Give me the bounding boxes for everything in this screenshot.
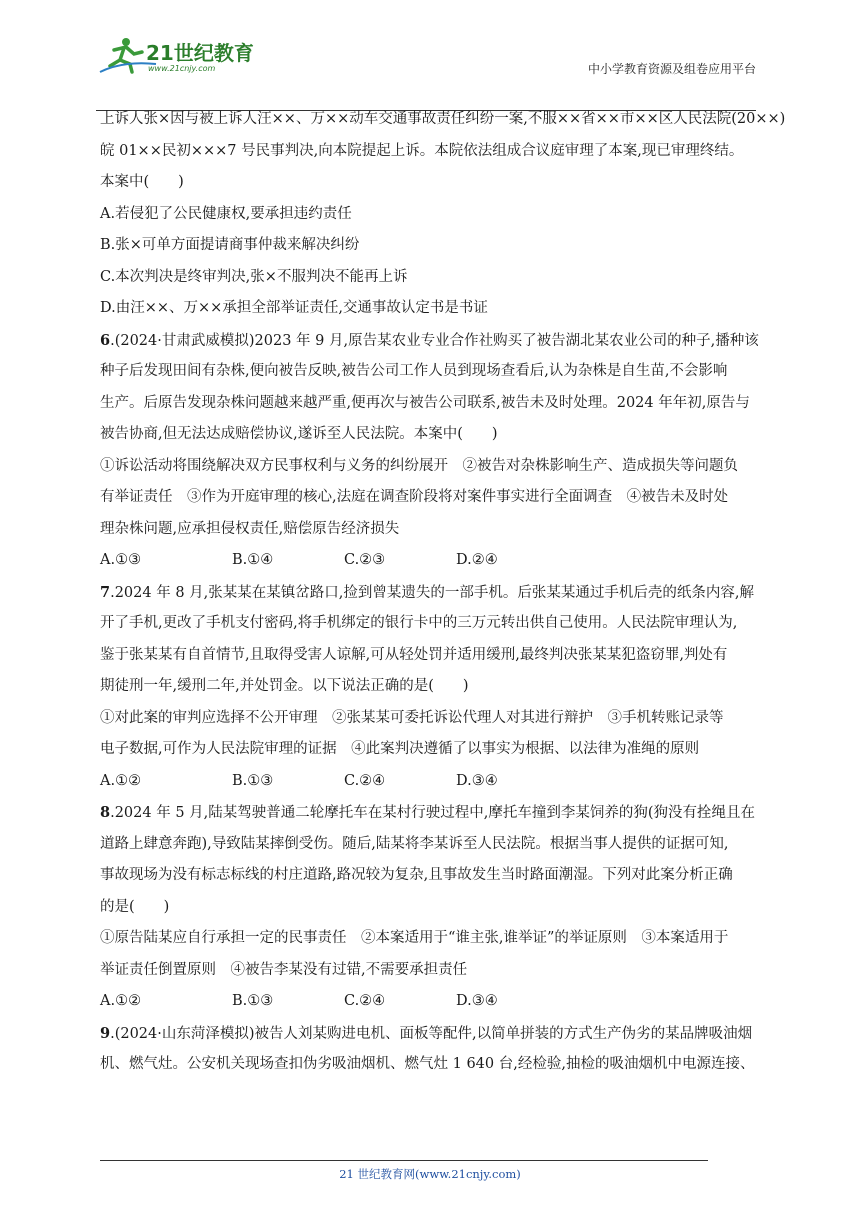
statement-line: 有举证责任 ③作为开庭审理的核心,法庭在调查阶段将对案件事实进行全面调查 ④被告未及时处: [100, 489, 729, 505]
page-header: [96, 34, 756, 78]
platform-name: 中小学教育资源及组卷应用平台: [587, 62, 756, 76]
statement-line: ①诉讼活动将围绕解决双方民事权利与义务的纠纷展开 ②被告对杂株影响生产、造成损失等问题负: [100, 457, 738, 474]
question-9-line: [100, 1018, 762, 1050]
question-content: [100, 104, 786, 1081]
option-c: C.本次判决是终审判决,张×不服判决不能再上诉: [100, 268, 408, 285]
question-6-line: 生产。后原告发现杂株问题越来越严重,便再次与被告公司联系,被告未及时处理。2024 年年初,原告与: [100, 394, 750, 411]
question-8-line: 的是( ): [100, 898, 170, 915]
answer-choices: [100, 986, 762, 1018]
site-logo[interactable]: [96, 34, 266, 78]
logo-url: www.21cnjy.com: [148, 64, 216, 73]
choice-a: A.①②: [100, 993, 142, 1009]
choice-d: D.②④: [456, 552, 498, 568]
question-6-line: [100, 325, 762, 357]
question-8-line: 道路上肆意奔跑),导致陆某摔倒受伤。随后,陆某将李某诉至人民法院。根据当事人提供的证据可知,: [100, 835, 729, 852]
choice-a: A.①②: [100, 772, 142, 789]
statement-line: 理杂株问题,应承担侵权责任,赔偿原告经济损失: [100, 520, 400, 537]
question-text: .2024 年 8 月,张某某在某镇岔路口,捡到曾某遗失的一部手机。后张某某通过手机后壳的纸条内容,解: [110, 584, 754, 601]
question-text: .(2024·甘肃武威模拟)2023 年 9 月,原告某农业专业合作社购买了被告湖北某农业公司的种子,播种该: [110, 332, 759, 349]
option-d: D.由汪××、万××承担全部举证责任,交通事故认定书是书证: [100, 300, 488, 316]
footer-divider: [100, 1160, 708, 1161]
statement-line: ①对此案的审判应选择不公开审理 ②张某某可委托诉讼代理人对其进行辩护 ③手机转账记录等: [100, 709, 724, 726]
question-text: .2024 年 5 月,陆某驾驶普通二轮摩托车在某村行驶过程中,摩托车撞到李某饲养的狗(狗没有拴绳且在: [110, 805, 756, 821]
question-8-line: 事故现场为没有标志标线的村庄道路,路况较为复杂,且事故发生当时路面潮湿。下列对此案分析正确: [100, 867, 733, 883]
choice-b: B.①④: [232, 552, 274, 568]
statement-line: 电子数据,可作为人民法院审理的证据 ④此案判决遵循了以事实为根据、以法律为准绳的原则: [100, 741, 700, 757]
choice-c: C.②④: [344, 993, 386, 1009]
footer-link[interactable]: 21 世纪教育网(www.21cnjy.com): [339, 1167, 521, 1181]
intro-stem: 本案中( ): [100, 174, 184, 190]
question-number: 7: [100, 583, 111, 601]
question-6-line: 种子后发现田间有杂株,便向被告反映,被告公司工作人员到现场查看后,认为杂株是自生苗,不会影响: [100, 363, 728, 379]
choice-b: B.①③: [232, 993, 274, 1009]
question-8-line: [100, 797, 762, 829]
answer-choices: [100, 766, 762, 798]
question-number: 9: [100, 1024, 111, 1042]
question-6-line: 被告协商,但无法达成赔偿协议,遂诉至人民法院。本案中( ): [100, 426, 498, 442]
statement-line: ①原告陆某应自行承担一定的民事责任 ②本案适用于“谁主张,谁举证”的举证原则 ③本案适用于: [100, 930, 729, 946]
choice-a: A.①③: [100, 552, 142, 568]
statement-line: 举证责任倒置原则 ④被告李某没有过错,不需要承担责任: [100, 961, 468, 978]
question-7-line: 开了手机,更改了手机支付密码,将手机绑定的银行卡中的三万元转出供自己使用。人民法院审理认为,: [100, 615, 738, 631]
intro-line: 皖 01××民初×××7 号民事判决,向本院提起上诉。本院依法组成合议庭审理了本案,现已审理终结。: [100, 142, 744, 159]
option-b: B.张×可单方面提请商事仲裁来解决纠纷: [100, 237, 360, 253]
question-7-line: 期徒刑一年,缓刑二年,并处罚金。以下说法正确的是( ): [100, 678, 469, 694]
question-7-line: 鉴于张某某有自首情节,且取得受害人谅解,可从轻处罚并适用缓刑,最终判决张某某犯盗窃罪,判处有: [100, 646, 728, 663]
question-9-line: 机、燃气灶。公安机关现场查扣伪劣吸油烟机、燃气灶 1 640 台,经检验,抽检的吸油烟机中电源连接、: [100, 1056, 755, 1072]
choice-c: C.②③: [344, 552, 386, 568]
option-a: A.若侵犯了公民健康权,要承担违约责任: [100, 205, 352, 222]
choice-b: B.①③: [232, 772, 274, 789]
question-number: 8: [100, 804, 111, 821]
question-text: .(2024·山东菏泽模拟)被告人刘某购进电机、面板等配件,以简单拼装的方式生产伪劣的某品牌吸油烟: [110, 1025, 753, 1042]
intro-line: 上诉人张×因与被上诉人汪××、万××动车交通事故责任纠纷一案,不服××省××市××区人民法院(20××): [100, 111, 786, 127]
logo-title: 21世纪教育: [146, 41, 254, 65]
answer-choices: [100, 545, 762, 577]
choice-d: D.③④: [456, 993, 498, 1009]
question-7-line: [100, 577, 762, 609]
choice-d: D.③④: [456, 772, 498, 789]
question-number: 6: [100, 331, 111, 349]
choice-c: C.②④: [344, 772, 386, 789]
